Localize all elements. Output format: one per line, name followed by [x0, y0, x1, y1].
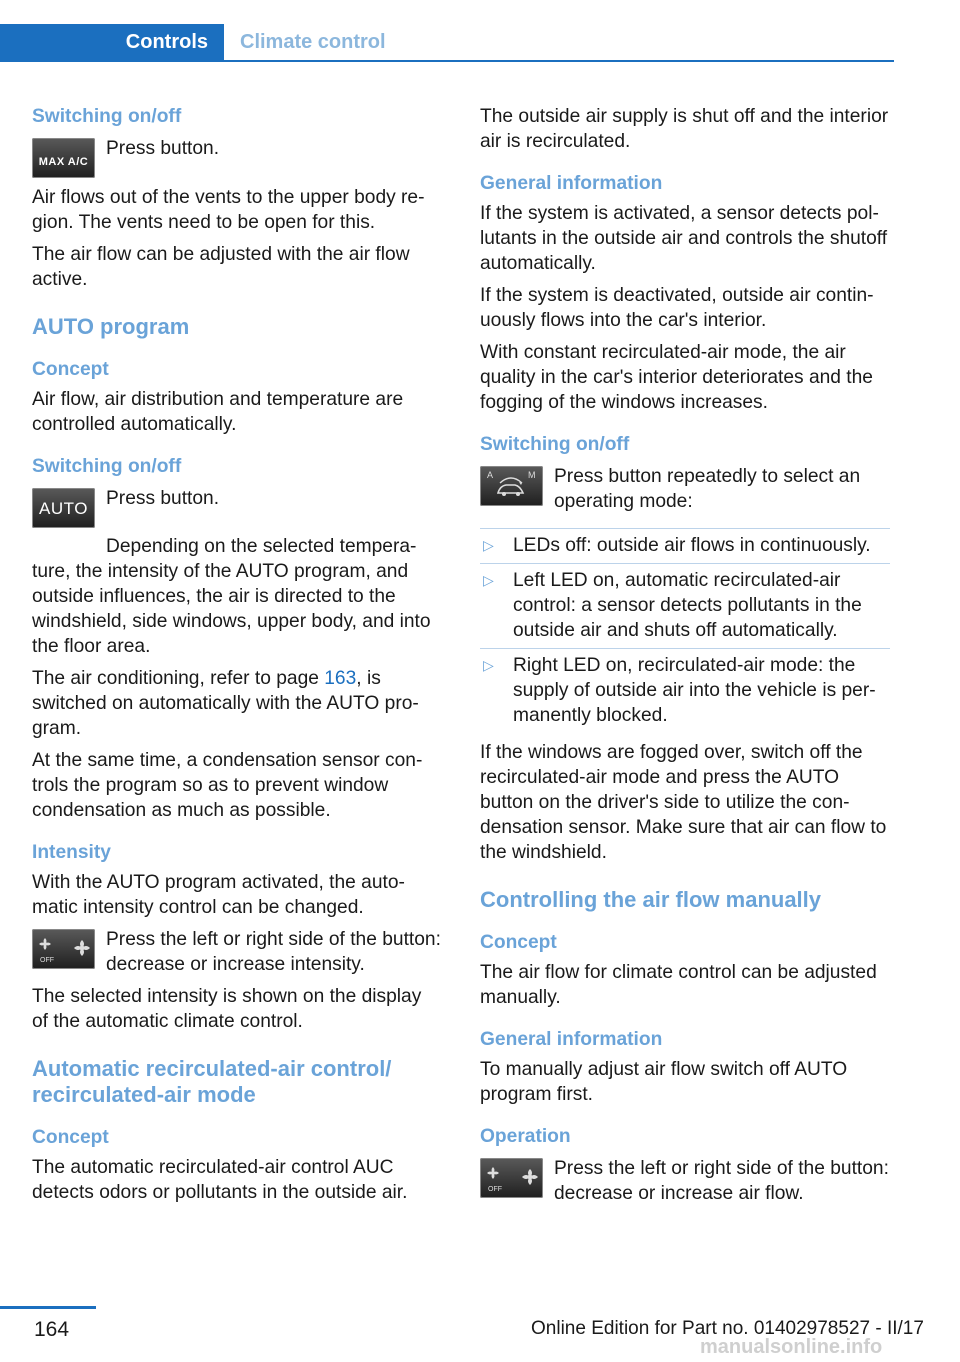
- triangle-bullet-icon: ▷: [483, 572, 494, 588]
- instruction-text: Press the left or right side of the button: decrease or increase intensity.: [106, 929, 441, 975]
- paragraph: With constant recirculated-air mode, the air quality in the car's interior deteriorates and the fogging of the windows increases.: [480, 342, 873, 413]
- button-row: [32, 136, 442, 178]
- watermark: manualsonline.info: [700, 1336, 883, 1358]
- recirculation-button-icon: [480, 466, 543, 506]
- paragraph: To manually adjust air flow switch off AUTO program first.: [480, 1059, 848, 1105]
- button-row: [480, 464, 890, 514]
- fan-icon: [480, 1158, 543, 1198]
- mode-list: [480, 528, 890, 733]
- instruction-text: Press button.: [106, 488, 220, 509]
- section-title: General information: [480, 173, 663, 194]
- header-bar: [0, 0, 894, 62]
- paragraph: At the same time, a condensation sensor controls the program so as to prevent window condensation as much as possible.: [32, 750, 423, 821]
- paragraph: With the AUTO program activated, the automatic intensity control can be changed.: [32, 872, 405, 918]
- section-heading: Automatic recirculated-air control/ recirculated-air mode: [32, 1056, 392, 1107]
- paragraph: Depending on the selected temperature, the intensity of the AUTO program, and outside influences, the air is directed to the windshield, side windows, upper body, and into the floor area.: [32, 536, 431, 657]
- tab-climate-control[interactable]: Climate control: [240, 31, 386, 53]
- max-ac-button-icon: MAX A/C: [32, 138, 95, 178]
- fan-icon: [32, 929, 95, 969]
- svg-text:OFF: OFF: [488, 1186, 502, 1193]
- fan-button-icon: [480, 1158, 543, 1198]
- paragraph: The air flow can be adjusted with the air flow active.: [32, 244, 410, 290]
- fan-button-icon: [32, 929, 95, 969]
- edition-note: Online Edition for Part no. 01402978527 - II/17: [531, 1318, 924, 1339]
- paragraph: Air flows out of the vents to the upper body region. The vents need to be open for this.: [32, 187, 425, 233]
- instruction-text: Press button.: [106, 138, 220, 159]
- section-heading: Controlling the air flow manually: [480, 887, 822, 912]
- page-number: 164: [34, 1318, 70, 1341]
- button-row: [480, 1156, 890, 1206]
- section-title: Concept: [32, 1127, 109, 1148]
- instruction-text: Press the left or right side of the button: decrease or increase air flow.: [554, 1158, 889, 1204]
- list-item: ▷ Left LED on, automatic recirculated-air control: a sensor detects pollutants in the outside air and shuts off automatically.: [480, 564, 890, 649]
- paragraph: The selected intensity is shown on the display of the automatic climate control.: [32, 986, 422, 1032]
- paragraph: The automatic recirculated-air control AUC detects odors or pollutants in the outside air.: [32, 1157, 408, 1203]
- button-row: [32, 486, 442, 528]
- svg-text:M: M: [528, 470, 536, 480]
- section-title: Intensity: [32, 842, 111, 863]
- footer-divider: [0, 1306, 96, 1309]
- recirculation-icon: [480, 466, 543, 506]
- triangle-bullet-icon: ▷: [483, 657, 494, 673]
- button-row: [32, 927, 442, 977]
- svg-text:A: A: [487, 470, 494, 480]
- paragraph: The air conditioning, refer to page 163, is switched on automatically with the AUTO program.: [32, 668, 419, 739]
- paragraph: Air flow, air distribution and temperature are controlled automatically.: [32, 389, 404, 435]
- svg-text:OFF: OFF: [40, 957, 54, 964]
- right-column: [480, 104, 890, 1213]
- left-column: [32, 104, 442, 1212]
- section-heading: AUTO program: [32, 314, 190, 339]
- instruction-text: Press button repeatedly to select an operating mode:: [554, 466, 861, 512]
- paragraph: If the windows are fogged over, switch off the recirculated-air mode and press the AUTO button on the driver's side to utilize the condensation sensor. Make sure that air can flow to the windshield.: [480, 742, 887, 863]
- section-title: General information: [480, 1029, 663, 1050]
- list-item: ▷ LEDs off: outside air flows in continuously.: [480, 528, 890, 564]
- section-title: Concept: [480, 932, 557, 953]
- header-divider: [224, 60, 894, 62]
- section-title: Switching on/off: [32, 106, 182, 127]
- section-title: Switching on/off: [480, 434, 630, 455]
- auto-button-icon: AUTO: [32, 488, 95, 528]
- tab-controls[interactable]: Controls: [0, 24, 224, 62]
- section-title: Concept: [32, 359, 109, 380]
- triangle-bullet-icon: ▷: [483, 537, 494, 553]
- paragraph: If the system is activated, a sensor detects pollutants in the outside air and controls the shutoff automatically.: [480, 203, 888, 274]
- section-title: Operation: [480, 1126, 571, 1147]
- paragraph: The air flow for climate control can be adjusted manually.: [480, 962, 877, 1008]
- list-item: ▷ Right LED on, recirculated-air mode: the supply of outside air into the vehicle is permanently blocked.: [483, 655, 876, 726]
- paragraph: If the system is deactivated, outside air continuously flows into the car's interior.: [480, 285, 874, 331]
- page-link[interactable]: 163: [324, 668, 357, 689]
- section-title: Switching on/off: [32, 456, 182, 477]
- paragraph: The outside air supply is shut off and the interior air is recirculated.: [480, 106, 889, 152]
